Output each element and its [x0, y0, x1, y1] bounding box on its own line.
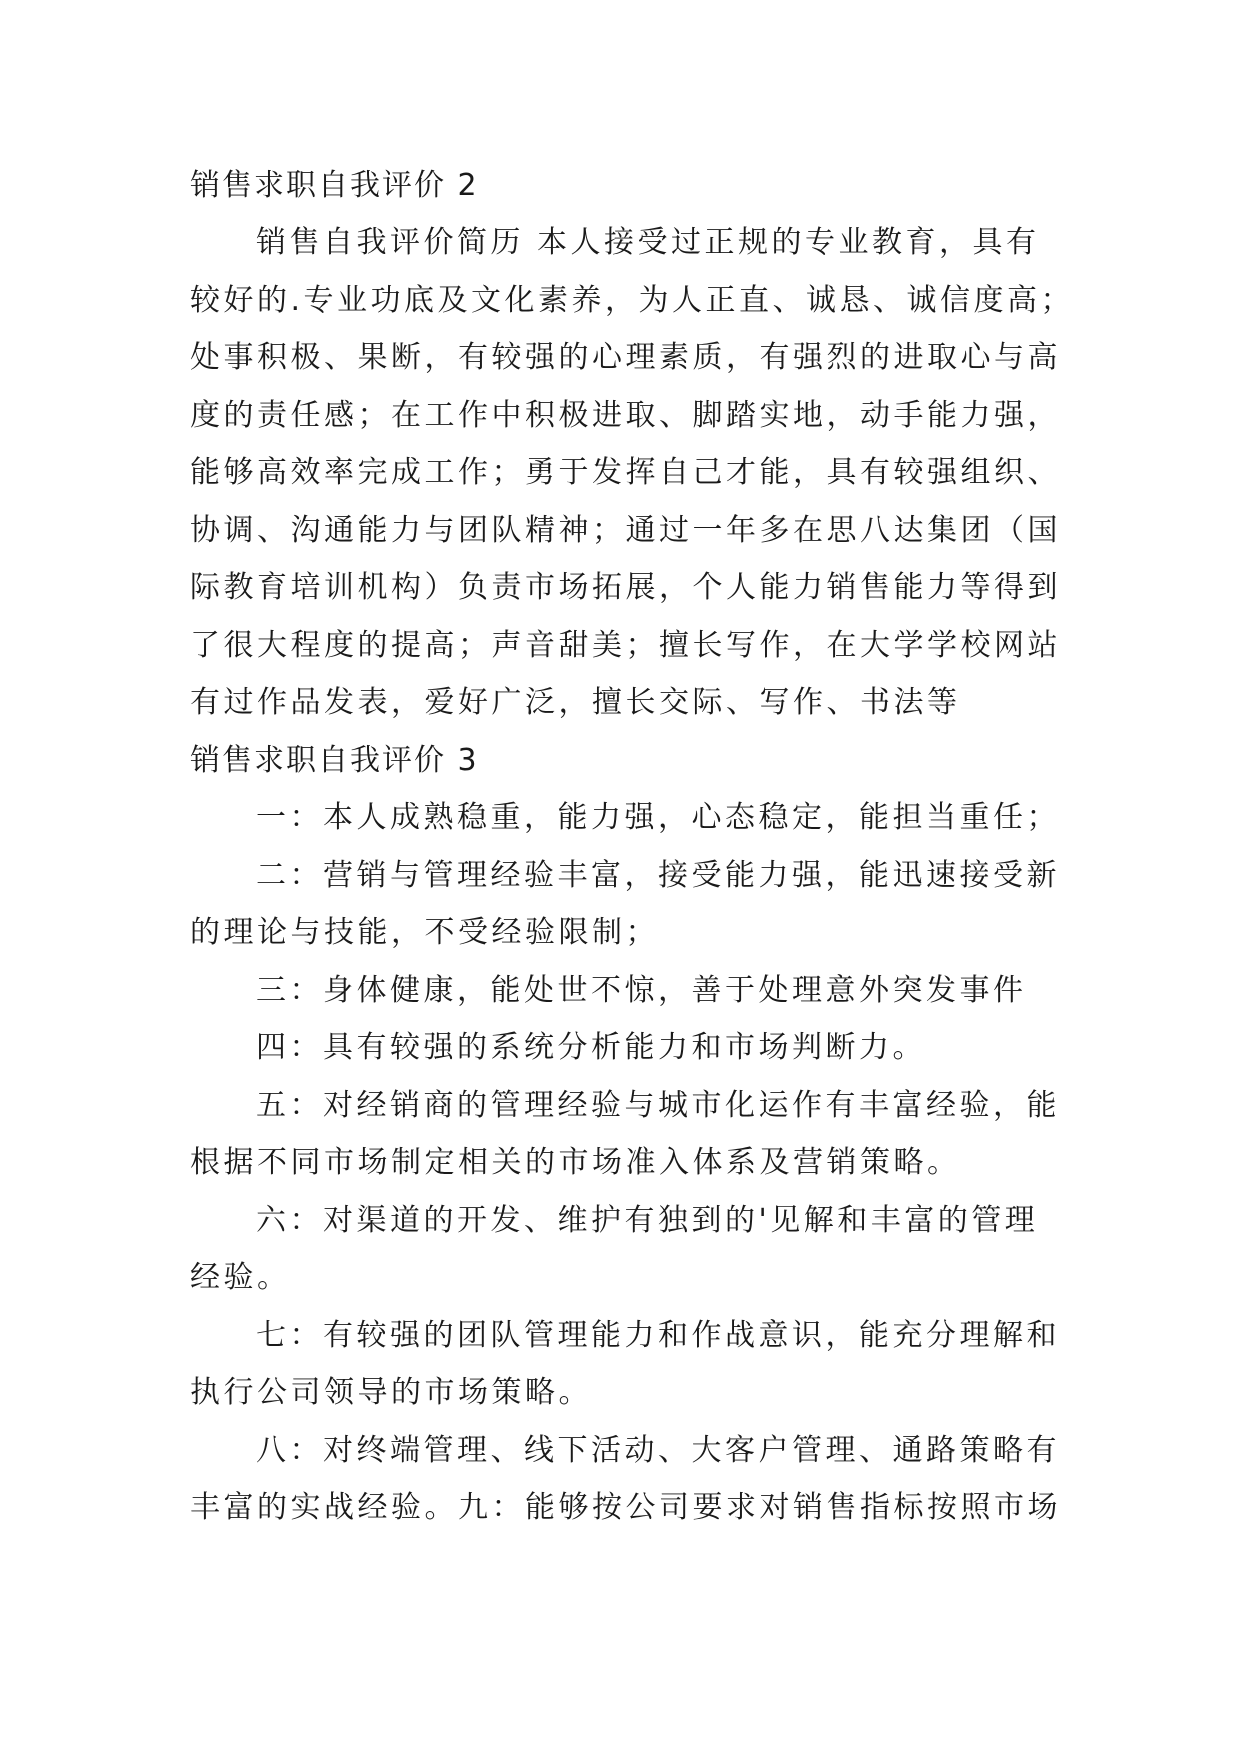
section-3-item-2-cont: 的理论与技能，不受经验限制；	[190, 915, 659, 950]
section-2-line-8: 了很大程度的提高；声音甜美；擅长写作，在大学学校网站	[190, 628, 1061, 663]
section-3-item-5: 五：对经销商的管理经验与城市化运作有丰富经验，能	[256, 1088, 1060, 1123]
section-2-line-5: 能够高效率完成工作；勇于发挥自己才能，具有较强组织、	[190, 455, 1061, 490]
section-2-line-4: 度的责任感；在工作中积极进取、脚踏实地，动手能力强，	[190, 398, 1061, 433]
section-3-item-5-cont: 根据不同市场制定相关的市场准入体系及营销策略。	[190, 1145, 961, 1180]
section-3-item-4: 四：具有较强的系统分析能力和市场判断力。	[256, 1030, 926, 1065]
section-3-item-3: 三：身体健康，能处世不惊，善于处理意外突发事件	[256, 973, 1027, 1008]
section-3-item-8: 八：对终端管理、线下活动、大客户管理、通路策略有	[256, 1433, 1060, 1468]
section-2-line-9: 有过作品发表，爱好广泛，擅长交际、写作、书法等	[190, 685, 961, 720]
section-3-item-6: 六：对渠道的开发、维护有独到的'见解和丰富的管理	[256, 1203, 1039, 1238]
section-2-line-3: 处事积极、果断，有较强的心理素质，有强烈的进取心与高	[190, 340, 1061, 375]
section-2-heading: 销售求职自我评价 2	[190, 168, 479, 203]
section-3-item-1: 一：本人成熟稳重，能力强，心态稳定，能担当重任；	[256, 800, 1060, 835]
section-3-item-7: 七：有较强的团队管理能力和作战意识，能充分理解和	[256, 1318, 1060, 1353]
section-2-line-7: 际教育培训机构）负责市场拓展，个人能力销售能力等得到	[190, 570, 1061, 605]
section-3-item-8-cont: 丰富的实战经验。九：能够按公司要求对销售指标按照市场	[190, 1490, 1061, 1525]
section-2-line-1: 销售自我评价简历 本人接受过正规的专业教育，具有	[256, 225, 1040, 260]
section-3-item-7-cont: 执行公司领导的市场策略。	[190, 1375, 592, 1410]
section-3-heading: 销售求职自我评价 3	[190, 743, 479, 778]
section-2-line-6: 协调、沟通能力与团队精神；通过一年多在思八达集团（国	[190, 513, 1061, 548]
section-2-line-2: 较好的.专业功底及文化素养，为人正直、诚恳、诚信度高；	[190, 283, 1075, 318]
section-3-item-6-cont: 经验。	[190, 1260, 291, 1295]
section-3-item-2: 二：营销与管理经验丰富，接受能力强，能迅速接受新	[256, 858, 1060, 893]
